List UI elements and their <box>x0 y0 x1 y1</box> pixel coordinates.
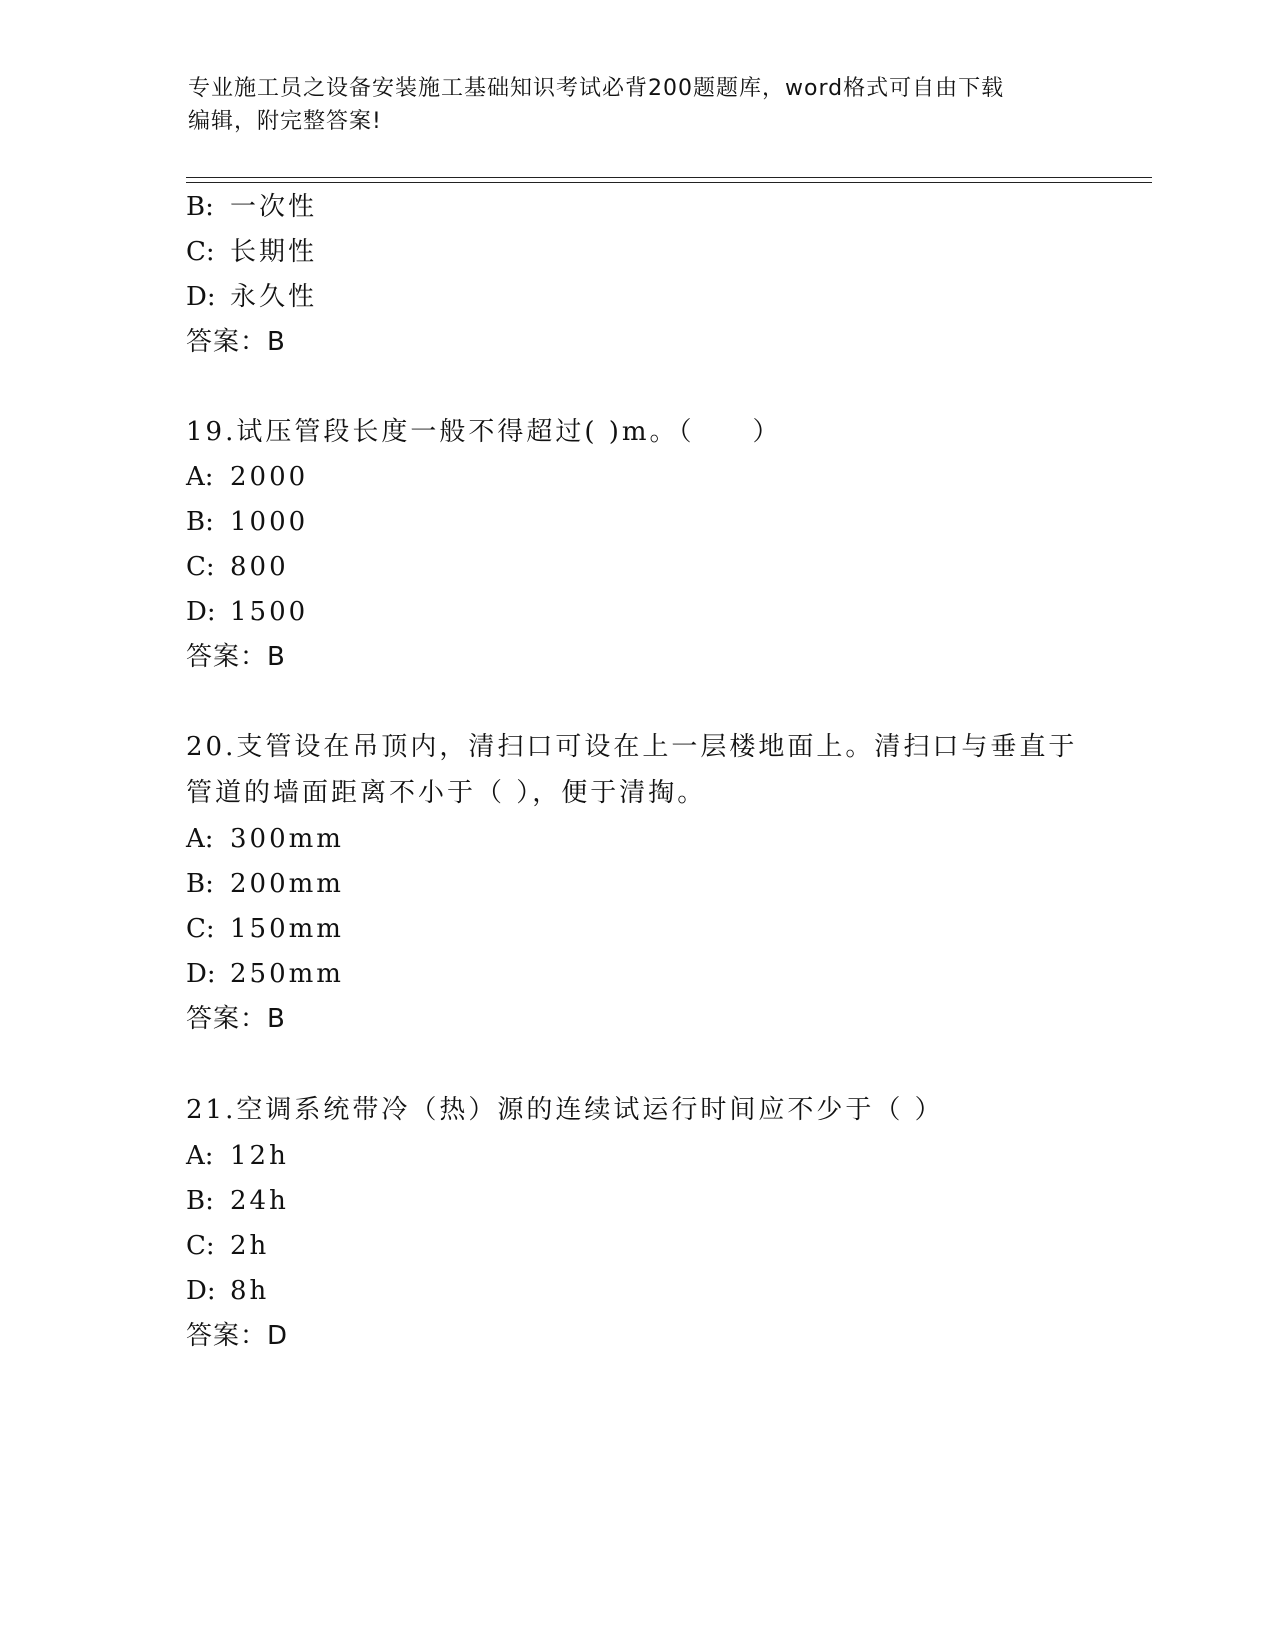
option-label: D: <box>186 1276 216 1306</box>
option-label: A: <box>186 1141 214 1171</box>
option-text: 300mm <box>230 824 344 854</box>
option-text: 一次性 <box>230 192 318 222</box>
option-label: D: <box>186 959 216 989</box>
question-21-stem: 21.空调系统带冷（热）源的连续试运行时间应不少于（ ） <box>186 1095 944 1125</box>
question-20-option-a <box>186 822 344 856</box>
option-label: B: <box>186 869 214 899</box>
option-text: 2h <box>230 1231 270 1261</box>
question-18-answer: 答案：B <box>186 327 286 357</box>
option-label: B: <box>186 192 214 222</box>
question-19-option-a <box>186 460 308 494</box>
question-21-answer: 答案：D <box>186 1321 289 1351</box>
option-text: 12h <box>230 1141 289 1171</box>
question-18-option-d <box>186 280 317 314</box>
option-label: C: <box>186 552 215 582</box>
option-label: C: <box>186 237 215 267</box>
question-18-option-b <box>186 190 317 224</box>
header-line-1: 专业施工员之设备安装施工基础知识考试必背200题题库，word格式可自由下载 <box>188 76 1005 101</box>
question-21-option-b <box>186 1184 289 1218</box>
question-20-stem-line-1: 20.支管设在吊顶内，清扫口可设在上一层楼地面上。清扫口与垂直于 <box>186 732 1078 762</box>
question-20-option-d <box>186 957 344 991</box>
header-divider-top <box>186 177 1152 178</box>
option-text: 2000 <box>230 462 309 492</box>
option-text: 8h <box>230 1276 270 1306</box>
question-20-stem-line-2: 管道的墙面距离不小于（ ），便于清掏。 <box>186 778 707 808</box>
question-19-stem: 19.试压管段长度一般不得超过( )m。（ ） <box>186 417 782 447</box>
option-label: A: <box>186 824 214 854</box>
option-label: B: <box>186 507 214 537</box>
header-divider-bottom <box>186 182 1152 183</box>
option-label: D: <box>186 597 216 627</box>
question-20-option-c <box>186 912 344 946</box>
option-text: 250mm <box>230 959 344 989</box>
question-19-answer: 答案：B <box>186 642 286 672</box>
question-19-option-b <box>186 505 308 539</box>
question-19-option-c <box>186 550 289 584</box>
question-21-option-c <box>186 1229 269 1263</box>
option-label: B: <box>186 1186 214 1216</box>
question-21-option-d <box>186 1274 269 1308</box>
option-text: 800 <box>230 552 289 582</box>
question-18-option-c <box>186 235 317 269</box>
option-text: 1000 <box>230 507 309 537</box>
question-19-option-d <box>186 595 308 629</box>
option-text: 永久性 <box>230 282 318 312</box>
option-text: 200mm <box>230 869 344 899</box>
option-label: A: <box>186 462 214 492</box>
option-label: C: <box>186 1231 215 1261</box>
option-text: 150mm <box>230 914 344 944</box>
question-20-option-b <box>186 867 344 901</box>
option-label: C: <box>186 914 215 944</box>
option-label: D: <box>186 282 216 312</box>
option-text: 1500 <box>230 597 309 627</box>
question-20-answer: 答案：B <box>186 1004 286 1034</box>
option-text: 长期性 <box>230 237 318 267</box>
option-text: 24h <box>230 1186 289 1216</box>
question-21-option-a <box>186 1139 289 1173</box>
document-header <box>188 72 1088 138</box>
header-line-2: 编辑，附完整答案! <box>188 109 382 134</box>
